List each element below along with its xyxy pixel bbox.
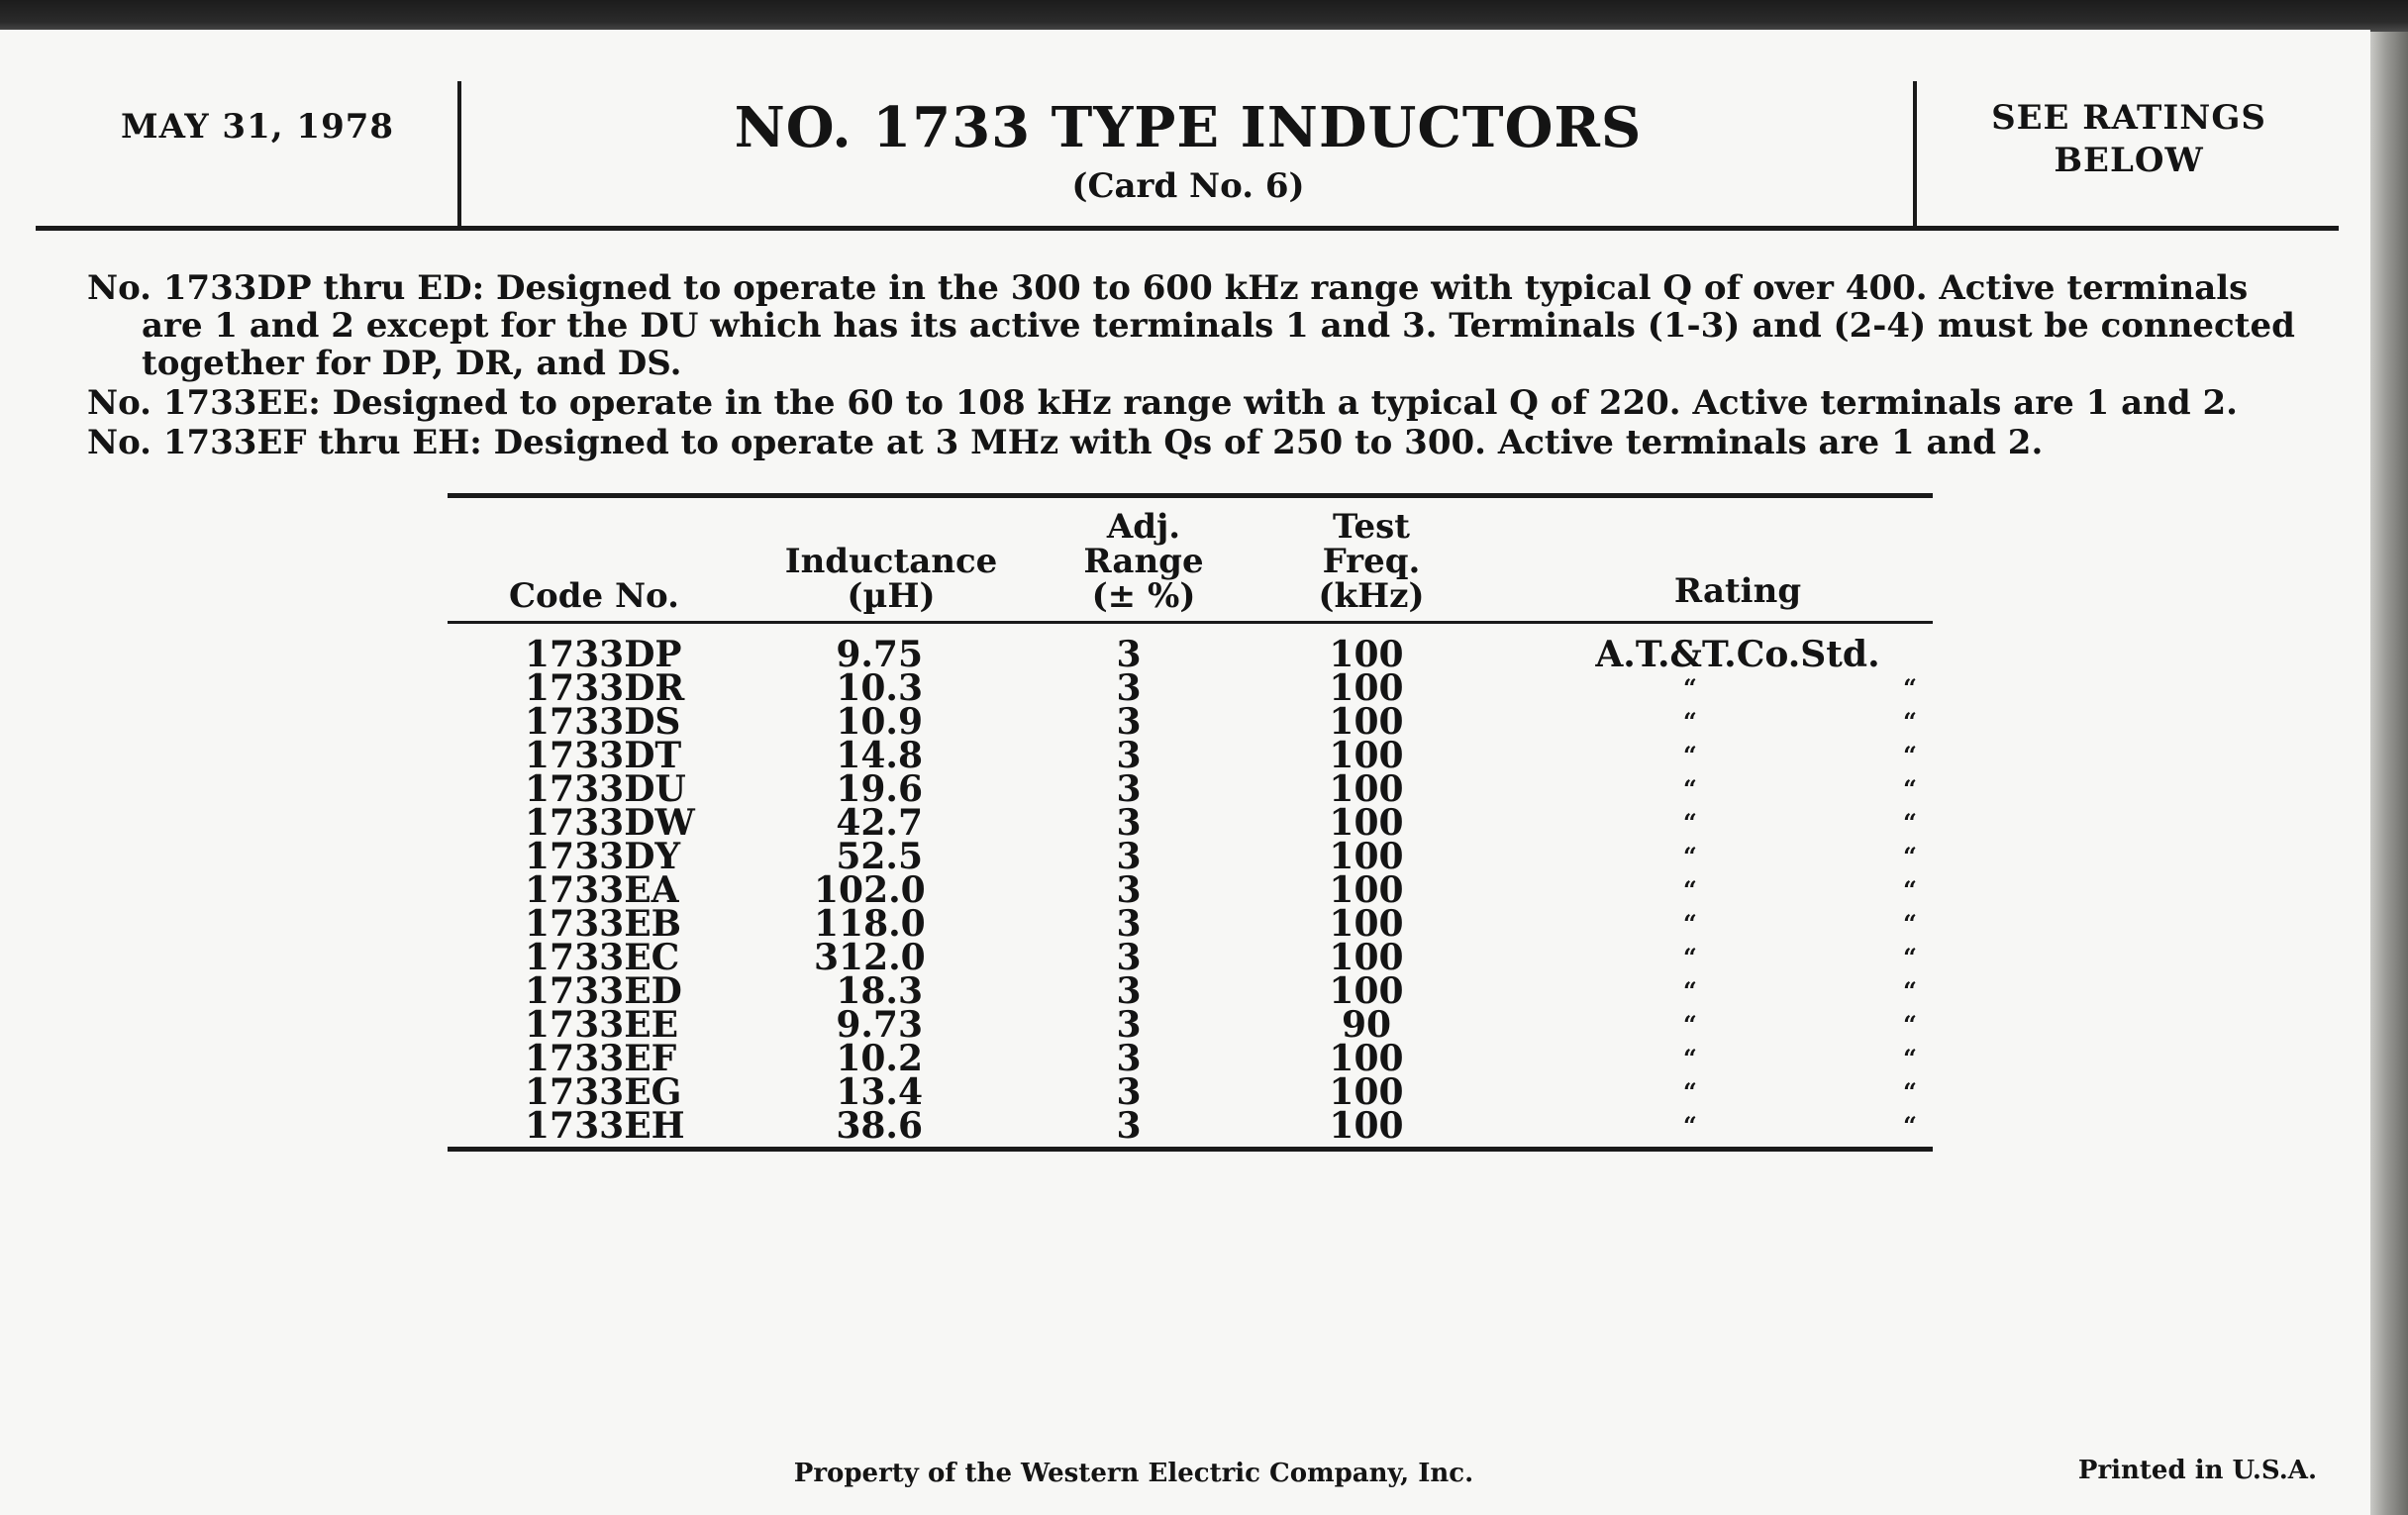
cell-code: 1733DR: [525, 667, 685, 709]
cell-rating-ditto: “ “: [1683, 774, 2016, 803]
cell-adj-range: 3: [1116, 667, 1142, 709]
cell-inductance: 9.75: [836, 634, 923, 675]
cell-adj-range: 3: [1116, 869, 1142, 911]
card-date: MAY 31, 1978: [121, 107, 395, 147]
cell-inductance: 9.73: [836, 1004, 923, 1046]
cell-inductance: 312.0: [814, 937, 926, 978]
cell-rating-ditto: “ “: [1683, 808, 2016, 837]
cell-test-freq: 100: [1329, 1038, 1404, 1079]
cell-test-freq: 100: [1329, 701, 1404, 743]
table-top-rule: [448, 493, 1933, 498]
cell-test-freq: 100: [1329, 667, 1404, 709]
cell-adj-range: 3: [1116, 903, 1142, 945]
cell-code: 1733EA: [525, 869, 679, 911]
header-rule: [36, 226, 2339, 231]
note-ee: No. 1733EE: Designed to operate in the 60 to 108 kHz range with a typical Q of 220. Active terminals are 1 and 2.: [87, 383, 2238, 423]
col-header-inductance: Inductance (µH): [784, 542, 998, 616]
cell-rating-ditto: “ “: [1683, 909, 2016, 938]
header-divider-right: [1913, 81, 1917, 228]
cell-adj-range: 3: [1116, 802, 1142, 844]
cell-rating-ditto: “ “: [1683, 943, 2016, 971]
cell-adj-range: 3: [1116, 768, 1142, 810]
header-divider-left: [457, 81, 461, 228]
cell-adj-range: 3: [1116, 1038, 1142, 1079]
cell-rating-ditto: “ “: [1683, 707, 2016, 736]
cell-code: 1733DT: [525, 735, 682, 776]
cell-adj-range: 3: [1116, 735, 1142, 776]
cell-code: 1733DW: [525, 802, 695, 844]
cell-code: 1733DP: [525, 634, 682, 675]
card-title: NO. 1733 TYPE INDUCTORS: [734, 95, 1643, 160]
cell-adj-range: 3: [1116, 1105, 1142, 1147]
cell-rating-ditto: “ “: [1683, 1111, 2016, 1140]
cell-test-freq: 100: [1329, 970, 1404, 1012]
cell-test-freq: 100: [1329, 1105, 1404, 1147]
note-dp-ed: No. 1733DP thru ED: Designed to operate in the 300 to 600 kHz range with typical Q of over 400. Active terminals are 1 and 2 except for the DU which has its active terminals 1 and 3. Terminals (1-3) and (2-4) must be connected together for DP, DR, and DS.: [87, 268, 2295, 383]
ratings-note: [1960, 97, 2297, 182]
cell-inductance: 10.3: [836, 667, 923, 709]
cell-inductance: 42.7: [836, 802, 923, 844]
cell-code: 1733EG: [525, 1071, 682, 1113]
cell-inductance: 38.6: [836, 1105, 923, 1147]
col-header-test-freq: Test Freq. (kHz): [1318, 507, 1425, 616]
cell-test-freq: 100: [1329, 1071, 1404, 1113]
cell-adj-range: 3: [1116, 1004, 1142, 1046]
cell-rating-ditto: “ “: [1683, 1044, 2016, 1072]
cell-rating-ditto: “ “: [1683, 875, 2016, 904]
cell-adj-range: 3: [1116, 937, 1142, 978]
cell-rating-ditto: “ “: [1683, 741, 2016, 769]
cell-inductance: 52.5: [836, 836, 923, 877]
cell-adj-range: 3: [1116, 836, 1142, 877]
note-ef-eh: No. 1733EF thru EH: Designed to operate at 3 MHz with Qs of 250 to 300. Active terminals are 1 and 2.: [87, 423, 2044, 462]
cell-inductance: 102.0: [814, 869, 926, 911]
cell-test-freq: 100: [1329, 634, 1404, 675]
cell-code: 1733EE: [525, 1004, 679, 1046]
table-header-rule: [448, 621, 1933, 624]
cell-rating-ditto: “ “: [1683, 1010, 2016, 1039]
cell-inductance: 10.9: [836, 701, 923, 743]
cell-rating-ditto: “ “: [1683, 976, 2016, 1005]
cell-adj-range: 3: [1116, 970, 1142, 1012]
scan-border-right: [2370, 32, 2408, 1515]
cell-code: 1733EB: [525, 903, 682, 945]
cell-inductance: 18.3: [836, 970, 923, 1012]
cell-test-freq: 100: [1329, 869, 1404, 911]
cell-inductance: 14.8: [836, 735, 923, 776]
cell-code: 1733DS: [525, 701, 681, 743]
cell-rating-ditto: “ “: [1683, 673, 2016, 702]
col-header-code: Code No.: [509, 576, 679, 616]
col-header-adj-range: Adj. Range (± %): [1083, 507, 1204, 616]
cell-adj-range: 3: [1116, 634, 1142, 675]
cell-code: 1733DU: [525, 768, 686, 810]
cell-adj-range: 3: [1116, 1071, 1142, 1113]
cell-test-freq: 90: [1341, 1004, 1392, 1046]
cell-rating-ditto: “ “: [1683, 842, 2016, 870]
cell-adj-range: 3: [1116, 701, 1142, 743]
ratings-note-line1: SEE RATINGS: [1991, 98, 2266, 138]
cell-test-freq: 100: [1329, 735, 1404, 776]
cell-rating: A.T.&T.Co.Std.: [1595, 634, 1880, 675]
notes-block: [87, 269, 2315, 463]
footer-printed: Printed in U.S.A.: [2077, 1456, 2317, 1485]
scan-border-top: [0, 0, 2408, 32]
cell-test-freq: 100: [1329, 768, 1404, 810]
cell-code: 1733EC: [525, 937, 680, 978]
cell-inductance: 10.2: [836, 1038, 923, 1079]
col-header-rating: Rating: [1673, 571, 1802, 611]
cell-test-freq: 100: [1329, 836, 1404, 877]
cell-code: 1733EH: [525, 1105, 685, 1147]
cell-inductance: 19.6: [836, 768, 923, 810]
table-bottom-rule: [448, 1147, 1933, 1152]
card-subtitle: (Card No. 6): [1071, 166, 1305, 206]
cell-inductance: 13.4: [836, 1071, 923, 1113]
cell-test-freq: 100: [1329, 937, 1404, 978]
ratings-note-line2: BELOW: [2054, 141, 2204, 180]
cell-code: 1733EF: [525, 1038, 677, 1079]
cell-code: 1733DY: [525, 836, 681, 877]
footer-property: Property of the Western Electric Company, Inc.: [793, 1459, 1474, 1488]
cell-test-freq: 100: [1329, 802, 1404, 844]
cell-rating-ditto: “ “: [1683, 1077, 2016, 1106]
cell-inductance: 118.0: [814, 903, 926, 945]
cell-test-freq: 100: [1329, 903, 1404, 945]
cell-code: 1733ED: [525, 970, 682, 1012]
